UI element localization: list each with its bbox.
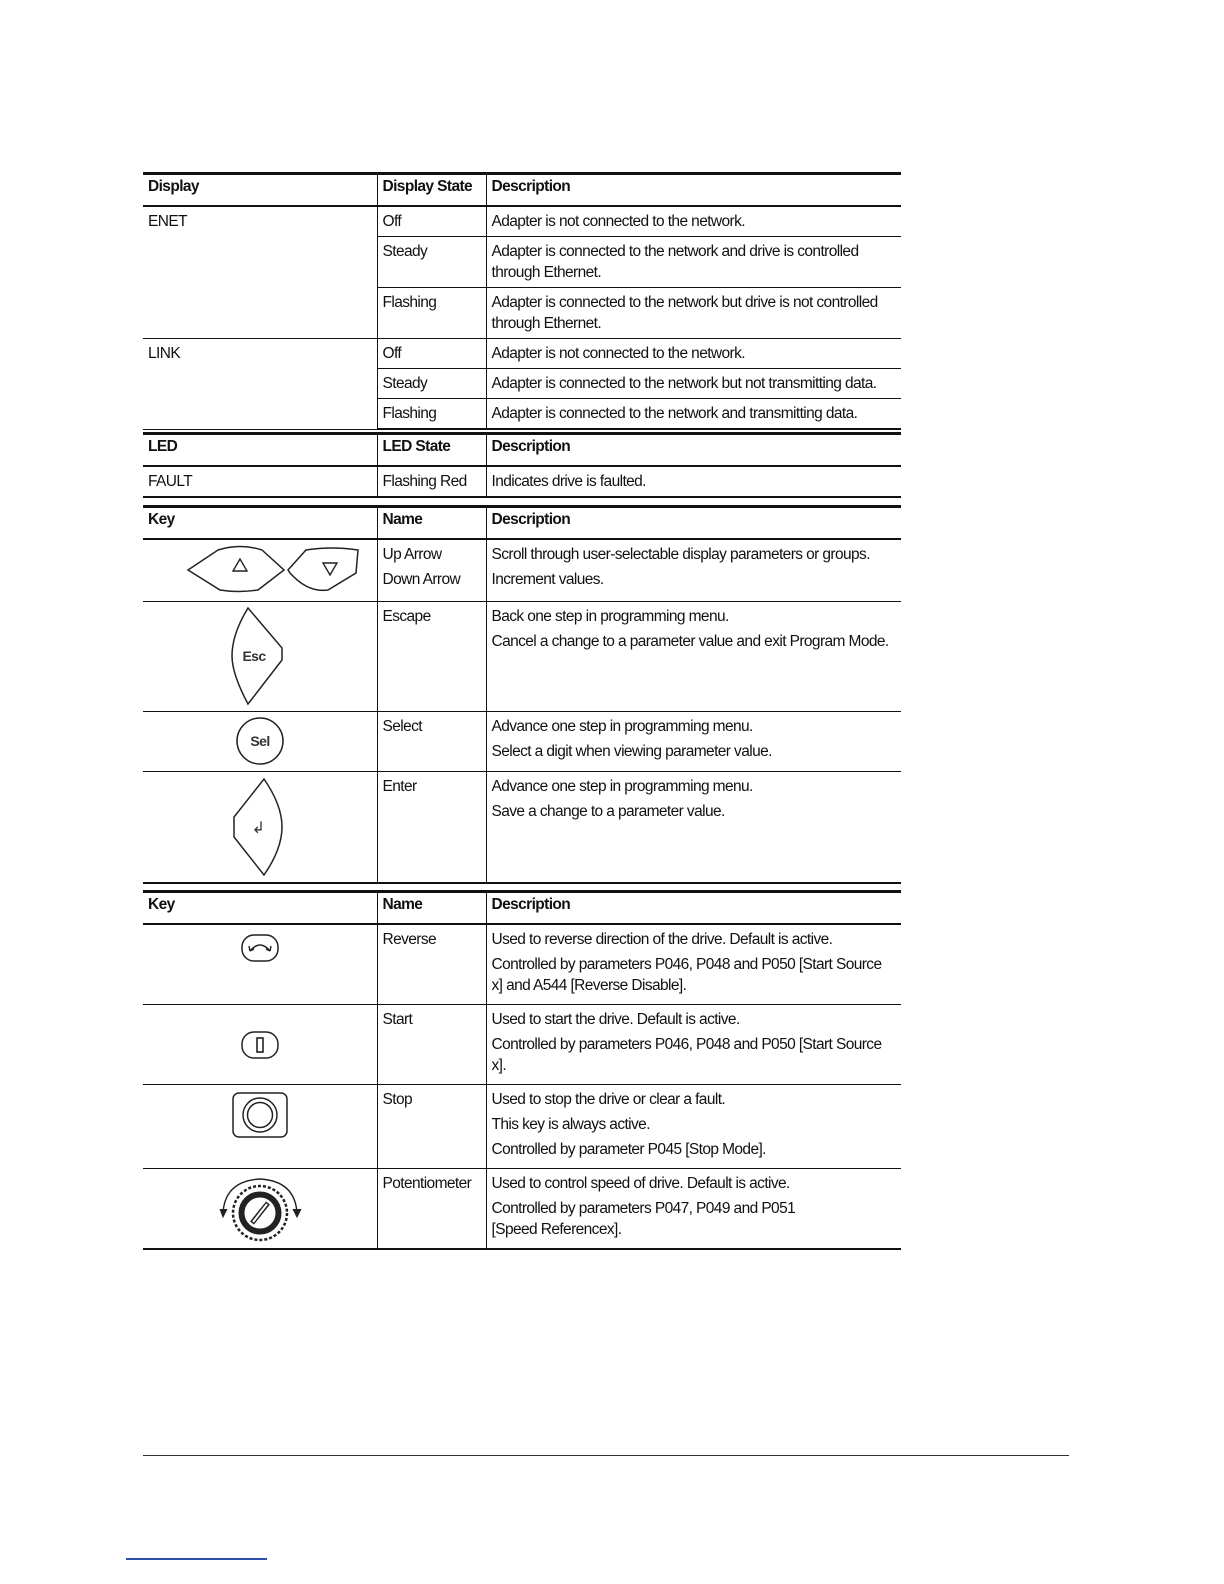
table-row — [143, 339, 901, 369]
key-description: Controlled by parameters P046, P048 and P050 [Start Source x]. — [491, 1036, 882, 1074]
table-row — [143, 1085, 901, 1169]
key-table-1 — [143, 505, 901, 884]
key-name: Start — [382, 1011, 413, 1028]
up-down-arrow-keys-icon — [160, 543, 360, 597]
header-display-state: Display State — [377, 174, 486, 207]
footer-link-underline — [126, 1558, 267, 1560]
key-description: Cancel a change to a parameter value and exit Program Mode. — [491, 632, 889, 650]
description-cell: Adapter is not connected to the network. — [486, 206, 901, 237]
state-cell: Off — [377, 206, 486, 237]
key-cell — [143, 1085, 377, 1169]
key-cell — [143, 539, 377, 601]
state-cell: Steady — [377, 237, 486, 288]
header-led-state: LED State — [377, 434, 486, 467]
table-row — [143, 601, 901, 711]
key-cell — [143, 924, 377, 1005]
header-description: Description — [486, 434, 901, 467]
key-name: Up Arrow — [382, 546, 442, 563]
key-description: Used to reverse direction of the drive. Default is active. — [491, 931, 833, 948]
description-cell: Adapter is connected to the network and drive is controlled through Ethernet. — [486, 237, 901, 288]
reverse-key-icon — [240, 933, 280, 963]
key-description: Advance one step in programming menu. — [491, 717, 753, 735]
key-description: Used to start the drive. Default is active. — [491, 1011, 740, 1028]
key-cell — [143, 771, 377, 883]
description-cell: Adapter is connected to the network and transmitting data. — [486, 399, 901, 430]
key-name: Select — [382, 717, 422, 735]
header-display: Display — [143, 174, 377, 207]
key-name: Reverse — [382, 931, 437, 948]
display-cell: LINK — [143, 339, 377, 430]
key-cell — [143, 711, 377, 771]
enter-key-label: ↲ — [251, 817, 265, 837]
key-description: Used to stop the drive or clear a fault. — [491, 1091, 726, 1108]
esc-key-label: Esc — [242, 648, 266, 664]
key-name: Down Arrow — [382, 571, 461, 588]
enter-key-icon — [230, 775, 290, 879]
footer-divider — [143, 1455, 1069, 1456]
header-name: Name — [377, 892, 486, 925]
table-row — [143, 771, 901, 883]
key-name: Stop — [382, 1091, 412, 1108]
sel-key-label: Sel — [250, 733, 270, 749]
key-description: Controlled by parameters P046, P048 and P050 [Start Source x] and A544 [Reverse Disable]. — [491, 956, 882, 994]
display-cell: ENET — [143, 206, 377, 339]
display-table — [143, 172, 901, 430]
key-name: Enter — [382, 777, 417, 795]
header-key: Key — [143, 892, 377, 925]
key-description: [Speed Referencex]. — [491, 1221, 622, 1238]
key-table-2 — [143, 890, 901, 1250]
stop-key-icon — [231, 1091, 289, 1139]
header-description: Description — [486, 174, 901, 207]
key-description: Select a digit when viewing parameter value. — [491, 742, 772, 760]
key-description: Scroll through user-selectable display parameters or groups. — [491, 546, 870, 563]
potentiometer-icon — [215, 1173, 305, 1245]
escape-key-icon — [230, 604, 290, 708]
key-description: Advance one step in programming menu. — [491, 777, 753, 795]
key-description: Used to control speed of drive. Default is active. — [491, 1175, 790, 1192]
led-cell: FAULT — [143, 466, 377, 497]
state-cell: Off — [377, 339, 486, 369]
state-cell: Flashing — [377, 399, 486, 430]
led-table — [143, 432, 901, 498]
table-row — [143, 539, 901, 601]
key-description: Save a change to a parameter value. — [491, 802, 725, 820]
header-name: Name — [377, 507, 486, 540]
key-description: Back one step in programming menu. — [491, 607, 729, 625]
table-row — [143, 711, 901, 771]
start-key-icon — [240, 1030, 280, 1060]
header-description: Description — [486, 892, 901, 925]
table-row — [143, 924, 901, 1005]
description-cell: Adapter is not connected to the network. — [486, 339, 901, 369]
description-cell: Adapter is connected to the network but drive is not controlled through Ethernet. — [486, 288, 901, 339]
description-cell: Indicates drive is faulted. — [486, 466, 901, 497]
header-key: Key — [143, 507, 377, 540]
key-cell — [143, 1169, 377, 1250]
table-row — [143, 1169, 901, 1250]
key-name: Escape — [382, 607, 431, 625]
table-row — [143, 1005, 901, 1085]
key-description: Controlled by parameter P045 [Stop Mode]. — [491, 1141, 766, 1158]
select-key-icon — [232, 714, 288, 768]
state-cell: Steady — [377, 369, 486, 399]
table-row — [143, 206, 901, 237]
key-cell — [143, 601, 377, 711]
key-description: Controlled by parameters P047, P049 and P051 — [491, 1200, 796, 1217]
description-cell: Adapter is connected to the network but not transmitting data. — [486, 369, 901, 399]
key-cell — [143, 1005, 377, 1085]
key-name: Potentiometer — [382, 1175, 472, 1192]
key-description: This key is always active. — [491, 1116, 650, 1133]
state-cell: Flashing Red — [377, 466, 486, 497]
state-cell: Flashing — [377, 288, 486, 339]
table-row — [143, 466, 901, 497]
header-led: LED — [143, 434, 377, 467]
key-description: Increment values. — [491, 571, 604, 588]
header-description: Description — [486, 507, 901, 540]
